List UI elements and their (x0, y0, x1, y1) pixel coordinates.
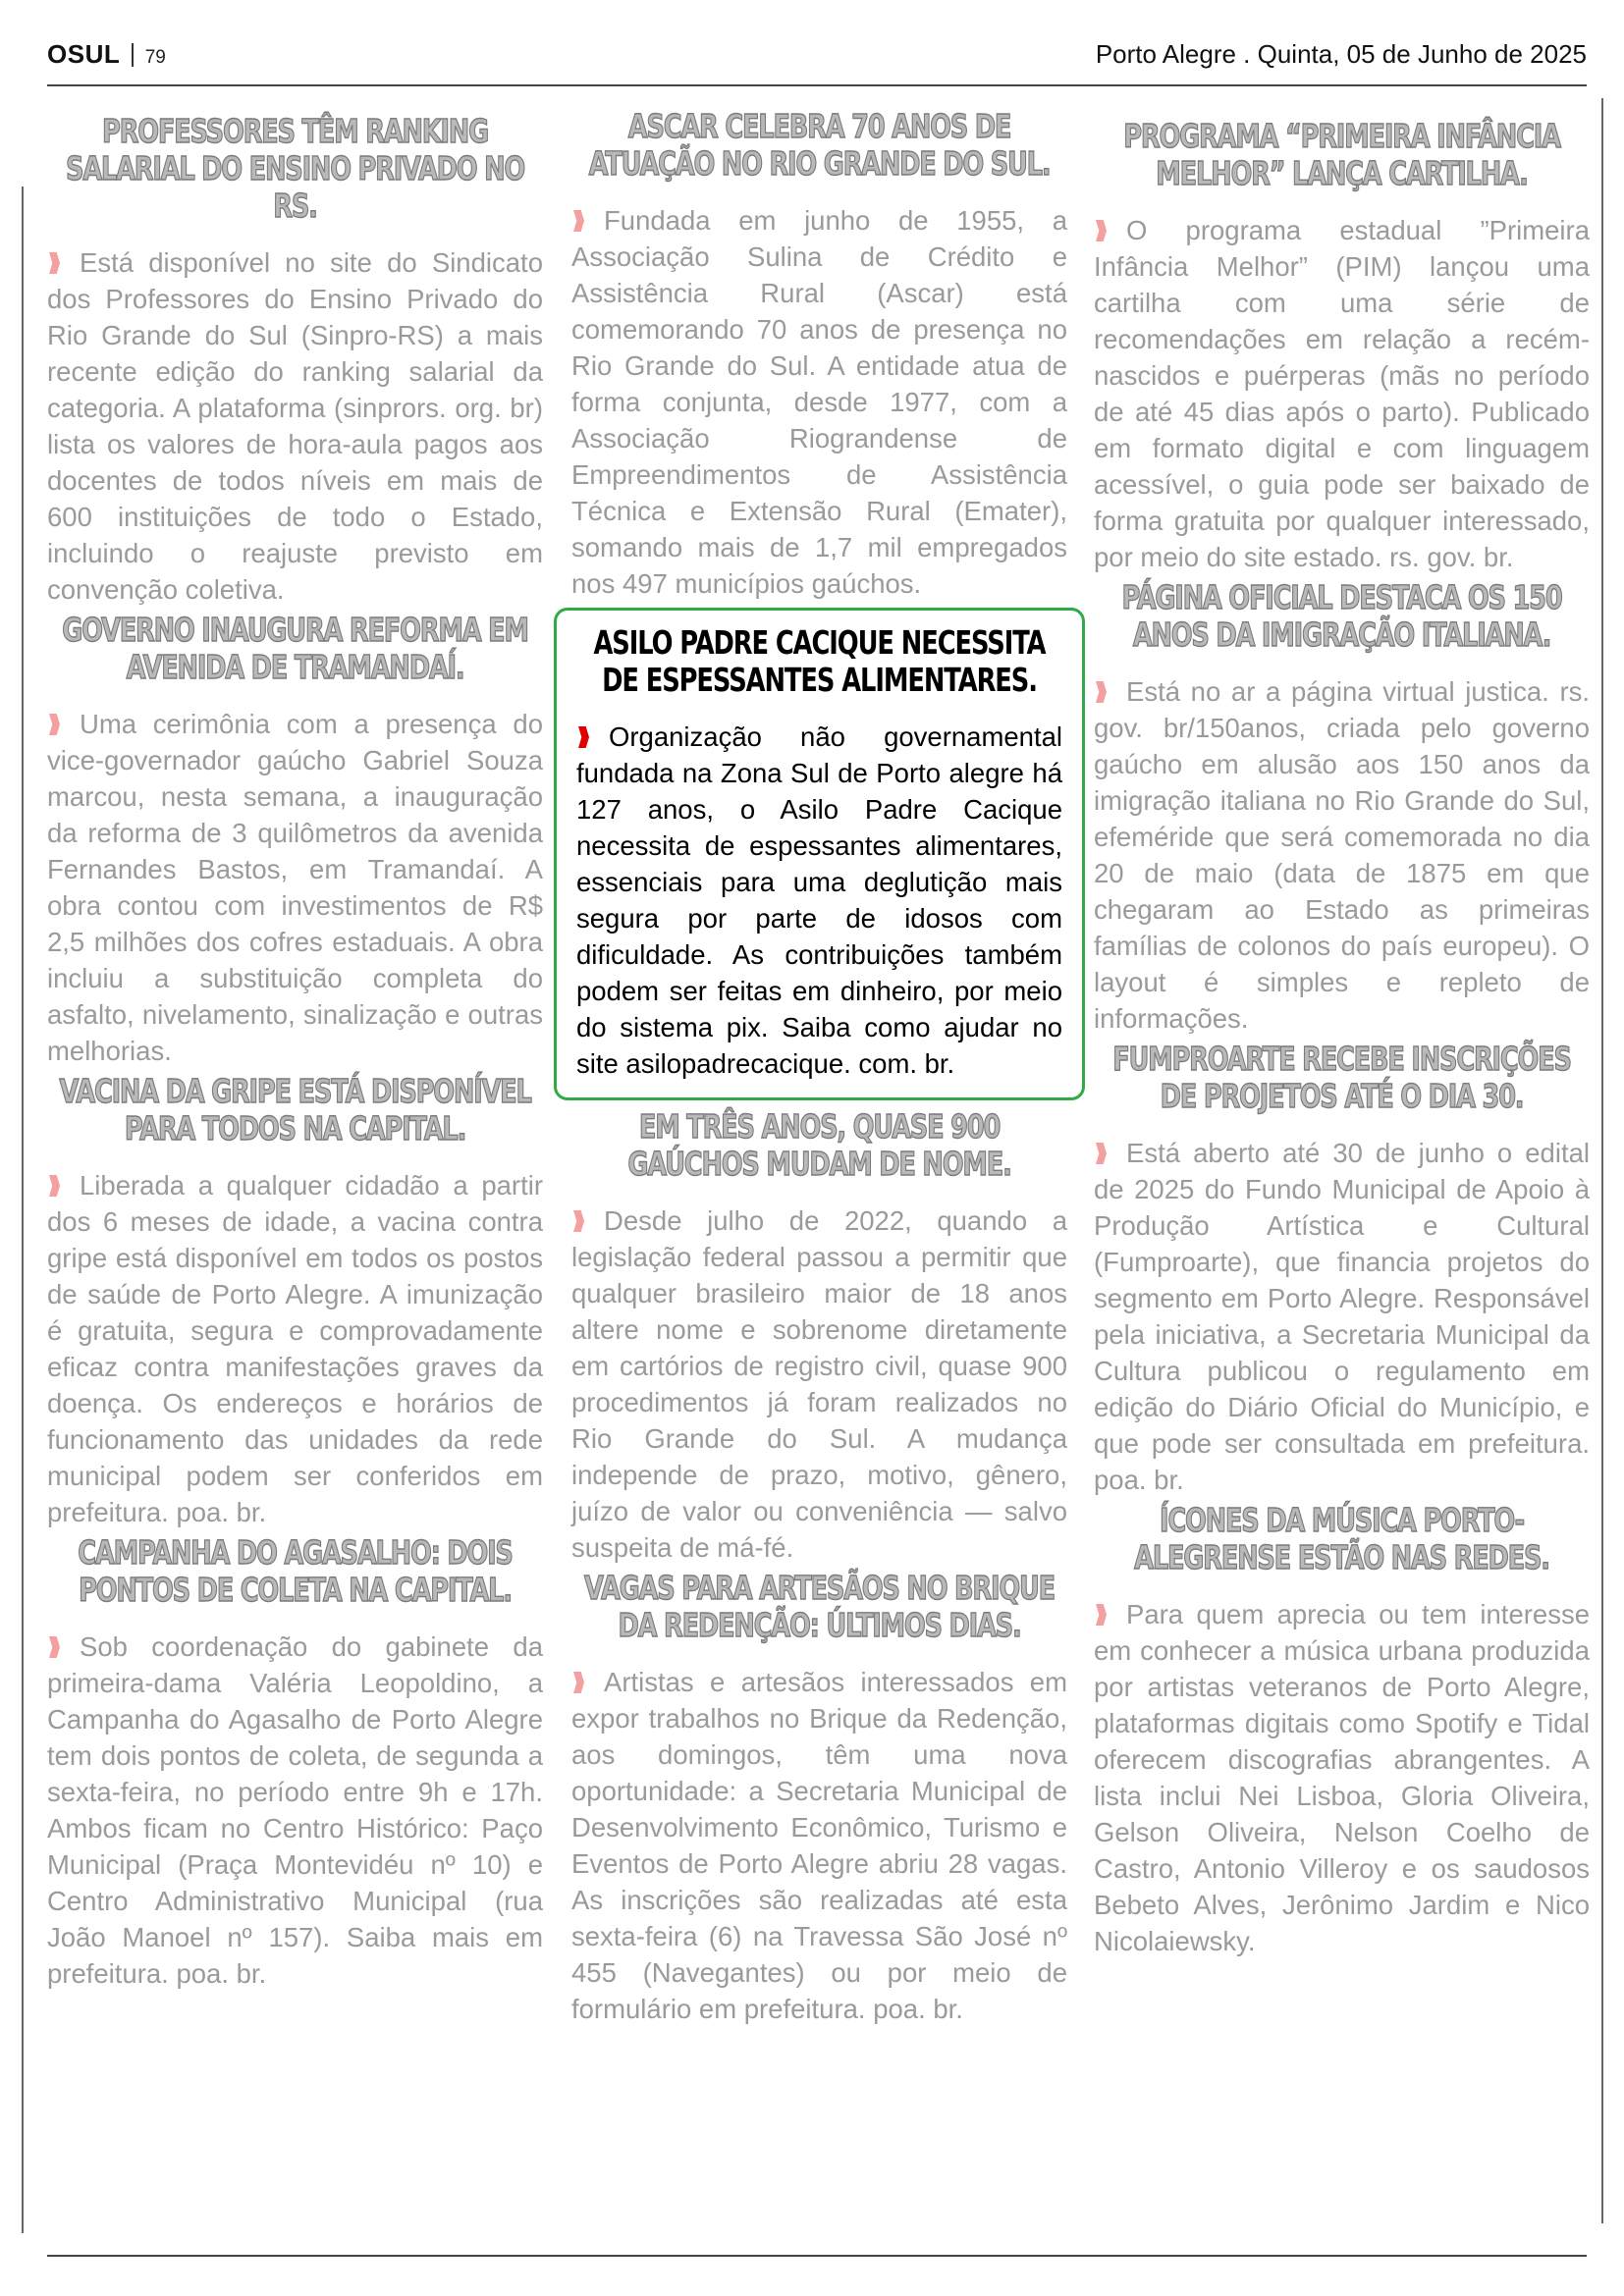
bullet-arrow-icon (49, 1175, 60, 1197)
article-text: Fundada em junho de 1955, a Associação Sulina de Crédito e Assistência Rural (Ascar) está comemorando 70 anos de presença no Rio Grande do Sul. A entidade atua de forma conjunta, desde 1977, com a Associação Riograndense de Empreendimentos de Assistência Técnica e Extensão Rural (Emater), somando mais de 1,7 mil empregados nos 497 municípios gaúchos. (571, 205, 1067, 599)
page-header (47, 39, 1587, 86)
bullet-arrow-icon (573, 1210, 584, 1232)
brand-block (47, 39, 166, 70)
article-headline: PROFESSORES TÊM RANKING SALARIAL DO ENSINO PRIVADO NO RS. (65, 112, 525, 225)
article-headline: VAGAS PARA ARTESÃOS NO BRIQUE DA REDENÇÃO: ÚLTIMOS DIAS. (584, 1569, 1055, 1644)
bullet-arrow-icon (1096, 1604, 1107, 1626)
article-text: Está aberto até 30 de junho o edital de 2025 do Fundo Municipal de Apoio à Produção Artística e Cultural (Fumproarte), que financia projetos do segmento em Porto Alegre. Responsável pela iniciativa, a Secretaria Municipal da Cultura publicou o regulamento em edição do Diário Oficial do Município, e que pode ser consultada em prefeitura. poa. br. (1094, 1138, 1590, 1495)
page-number: 79 (144, 47, 166, 68)
right-margin-rule (1601, 98, 1603, 2223)
column-1 (47, 113, 543, 1996)
article-nome (571, 1108, 1067, 1566)
column-2 (571, 108, 1067, 2031)
article-text: Sob coordenação do gabinete da primeira-dama Valéria Leopoldino, a Campanha do Agasalho de Porto Alegre tem dois pontos de coleta, de segunda a sexta-feira, no período entre 9h e 17h. Ambos ficam no Centro Histórico: Paço Municipal (Praça Montevidéu nº 10) e Centro Administrativo Municipal (rua João Manoel nº 157). Saiba mais em prefeitura. poa. br. (47, 1631, 543, 1989)
left-margin-rule (22, 187, 24, 2233)
article-musica (1094, 1502, 1590, 1959)
article-headline: FUMPROARTE RECEBE INSCRIÇÕES DE PROJETOS ATÉ O DIA 30. (1112, 1040, 1571, 1115)
article-text: Uma cerimônia com a presença do vice-governador gaúcho Gabriel Souza marcou, nesta semana, a inauguração da reforma de 3 quilômetros da avenida Fernandes Bastos, em Tramandaí. A obra contou com investimentos de R$ 2,5 milhões dos cofres estaduais. A obra incluiu a substituição completa do asfalto, nivelamento, sinalização e outras melhorias. (47, 709, 543, 1066)
article-agasalho (47, 1534, 543, 1992)
article-imigracao (1094, 579, 1590, 1037)
article-text: Está no ar a página virtual justica. rs. gov. br/150anos, criada pelo governo gaúcho em alusão aos 150 anos da imigração italiana no Rio Grande do Sul, efeméride que será comemorada no dia 20 de maio (data de 1875 em que chegaram ao Estado as primeiras famílias de colonos do país europeu). O layout é simples e repleto de informações. (1094, 676, 1590, 1034)
dateline: Porto Alegre . Quinta, 05 de Junho de 2025 (1095, 39, 1587, 69)
article-body (1094, 212, 1590, 575)
article-headline: GOVERNO INAUGURA REFORMA EM AVENIDA DE TRAMANDAÍ. (62, 611, 528, 686)
article-tramandai (47, 612, 543, 1069)
article-body (571, 202, 1067, 602)
article-body (571, 1664, 1067, 2027)
article-headline: CAMPANHA DO AGASALHO: DOIS PONTOS DE COLETA NA CAPITAL. (78, 1533, 513, 1609)
column-3 (1094, 118, 1590, 1963)
article-headline: PROGRAMA “PRIMEIRA INFÂNCIA MELHOR” LANÇA CARTILHA. (1123, 117, 1560, 192)
article-body (47, 1629, 543, 1992)
brand-name: OSUL (47, 39, 121, 69)
article-vacina (47, 1073, 543, 1530)
article-fumproarte (1094, 1041, 1590, 1498)
article-professores (47, 113, 543, 608)
article-text: Organização não governamental fundada na Zona Sul de Porto alegre há 127 anos, o Asilo Padre Cacique necessita de espessantes alimentares, essenciais para uma deglutição mais segura por parte de idosos com dificuldade. As contribuições também podem ser feitas em dinheiro, por meio do sistema pix. Saiba como ajudar no site asilopadrecacique. com. br. (576, 721, 1062, 1079)
bullet-arrow-icon (1096, 681, 1107, 703)
article-text: Desde julho de 2022, quando a legislação federal passou a permitir que qualquer brasileiro maior de 18 anos altere nome e sobrenome diretamente em cartórios de registro civil, quase 900 procedimentos já foram realizados no Rio Grande do Sul. A mudança independe de prazo, motivo, gênero, juízo de valor ou conveniência — salvo suspeita de má-fé. (571, 1205, 1067, 1563)
footer-rule (47, 2255, 1587, 2257)
article-headline: VACINA DA GRIPE ESTÁ DISPONÍVEL PARA TODOS NA CAPITAL. (59, 1072, 531, 1148)
bullet-arrow-icon (1096, 1143, 1107, 1164)
article-headline: PÁGINA OFICIAL DESTACA OS 150 ANOS DA IMIGRAÇÃO ITALIANA. (1121, 578, 1562, 654)
article-ascar (571, 108, 1067, 602)
article-body (576, 719, 1062, 1082)
article-body (1094, 1135, 1590, 1498)
article-headline: ASCAR CELEBRA 70 ANOS DE ATUAÇÃO NO RIO GRANDE DO SUL. (588, 107, 1051, 183)
bullet-arrow-icon (1096, 220, 1107, 241)
highlighted-article-asilo (554, 608, 1085, 1100)
article-text: O programa estadual ”Primeira Infância Melhor” (PIM) lançou uma cartilha com uma série de recomendações em relação a recém-nascidos e puérperas (mãs no período de até 45 dias após o parto). Publicado em formato digital e com linguagem acessível, o guia pode ser baixado de forma gratuita por qualquer interessado, por meio do site estado. rs. gov. br. (1094, 215, 1590, 572)
article-pim (1094, 118, 1590, 575)
bullet-arrow-icon (573, 210, 584, 232)
article-text: Para quem aprecia ou tem interesse em conhecer a música urbana produzida por artistas veteranos de Porto Alegre, plataformas digitais como Spotify e Tidal oferecem discografias abrangentes. A lista inclui Nei Lisboa, Gloria Oliveira, Gelson Oliveira, Nelson Coelho de Castro, Antonio Villeroy e os saudosos Bebeto Alves, Jerônimo Jardim e Nico Nicolaiewsky. (1094, 1599, 1590, 1956)
bullet-arrow-icon (573, 1672, 584, 1693)
article-brique (571, 1570, 1067, 2027)
bullet-arrow-icon (49, 714, 60, 735)
article-body (571, 1202, 1067, 1566)
article-body (1094, 673, 1590, 1037)
bullet-arrow-icon (578, 726, 589, 748)
article-headline: ÍCONES DA MÚSICA PORTO-ALEGRENSE ESTÃO NAS REDES. (1134, 1501, 1549, 1576)
bullet-arrow-icon (49, 1636, 60, 1658)
article-body (47, 244, 543, 608)
article-body (47, 706, 543, 1069)
article-body (47, 1167, 543, 1530)
article-text: Liberada a qualquer cidadão a partir dos 6 meses de idade, a vacina contra gripe está disponível em todos os postos de saúde de Porto Alegre. A imunização é gratuita, segura e comprovadamente eficaz contra manifestações graves da doença. Os endereços e horários de funcionamento das unidades da rede municipal podem ser conferidos em prefeitura. poa. br. (47, 1170, 543, 1527)
brand-divider (132, 43, 134, 67)
article-text: Está disponível no site do Sindicato dos Professores do Ensino Privado do Rio Grande do Sul (Sinpro-RS) a mais recente edição do ranking salarial da categoria. A plataforma (sinprors. org. br) lista os valores de hora-aula pagos aos docentes de todos níveis em mais de 600 instituições de todo o Estado, incluindo o reajuste previsto em convenção coletiva. (47, 247, 543, 605)
article-headline: EM TRÊS ANOS, QUASE 900 GAÚCHOS MUDAM DE NOME. (627, 1107, 1011, 1183)
article-body (1094, 1596, 1590, 1959)
article-text: Artistas e artesãos interessados em expor trabalhos no Brique da Redenção, aos domingos, têm uma nova oportunidade: a Secretaria Municipal de Desenvolvimento Econômico, Turismo e Eventos de Porto Alegre abriu 28 vagas. As inscrições são realizadas até esta sexta-feira (6) na Travessa São José nº 455 (Navegantes) ou por meio de formulário em prefeitura. poa. br. (571, 1667, 1067, 2024)
bullet-arrow-icon (49, 252, 60, 274)
article-headline: ASILO PADRE CACIQUE NECESSITA DE ESPESSANTES ALIMENTARES. (593, 623, 1046, 699)
